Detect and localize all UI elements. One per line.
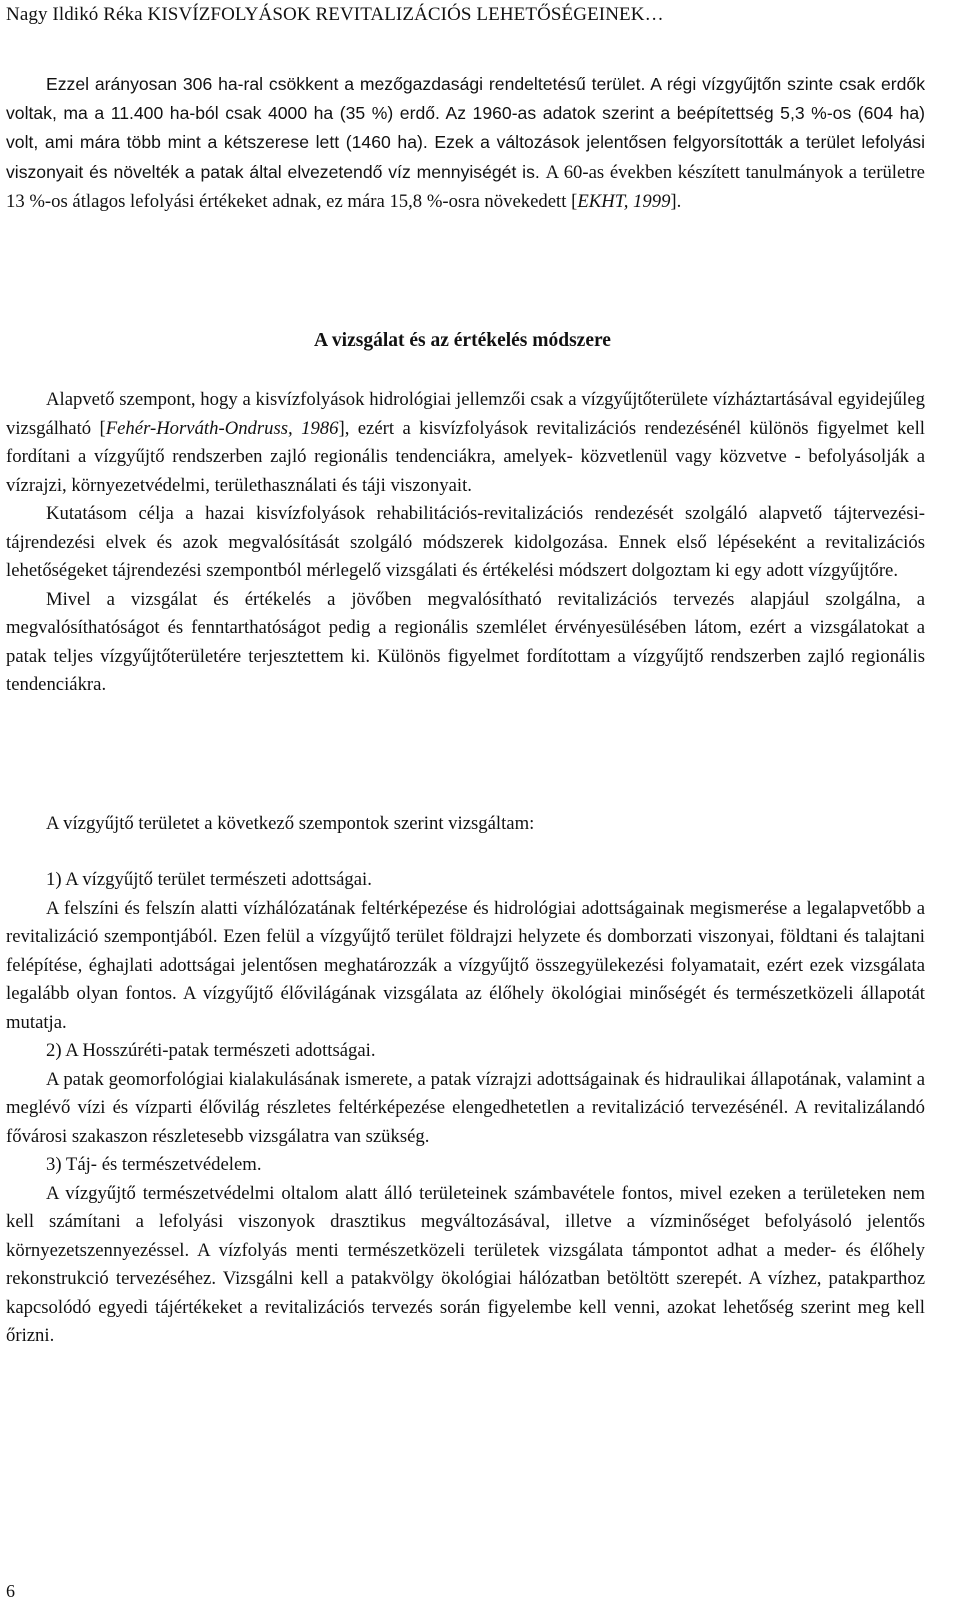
list-item-body: A patak geomorfológiai kialakulásának ismerete, a patak vízrajzi adottságainak és hidraulikai állapotának, valamint a meglévő vízi és vízparti élővilág részletes feltérképezése elengedhetetlen a revitalizáció tervezésénél. A revitalizálandó fővárosi szakaszon részletesebb vizsgálatra van szükség. bbox=[6, 1068, 925, 1147]
list-item-heading: 3) Táj- és természetvédelem. bbox=[46, 1154, 262, 1175]
intro-citation: EKHT, 1999 bbox=[577, 190, 671, 212]
paragraph-1 bbox=[6, 386, 925, 500]
page-number: 6 bbox=[6, 1581, 15, 1601]
intro-text-3: ]. bbox=[670, 190, 682, 212]
intro-text: Ezzel arányosan 306 ha-ral csökkent a mezőgazdasági rendeltetésű terület. A régi vízgyűjtőn szinte csak erdők voltak, ma a 11.400 ha-ból csak 4000 ha (35 %) erdő. Az 1960-as adatok szerint a beépítettség 5,3 %-os (604 ha) volt, ami mára több mint a kétszerese lett (1460 ha). Ezek a változások jelentősen felgyorsították a terület lefolyási viszonyait és növelték a patak által elvezetendő víz mennyiségét is. bbox=[6, 74, 925, 182]
list-item-heading: 2) A Hosszúréti-patak természeti adottságai. bbox=[46, 1040, 376, 1061]
list-item-body: A felszíni és felszín alatti vízhálózatának feltérképezése és hidrológiai adottságainak megismerése a legalapvetőbb a revitalizáció szempontjából. Ezen felül a vízgyűjtő terület földrajzi helyzete és domborzati viszonyai, földtani és talajtani felépítése, éghajlati adottságai jelentősen meghatározzák a vízgyűjtő összegyülekezési folyamatait, ezért ezek vizsgálata legalább olyan fontos. A vízgyűjtő élővilágának vizsgálata az élőhely ökológiai minőségét és természetközeli állapotát mutatja. bbox=[6, 897, 925, 1033]
running-header: Nagy Ildikó Réka KISVÍZFOLYÁSOK REVITALIZÁCIÓS LEHETŐSÉGEINEK… bbox=[6, 4, 664, 25]
list-item-text bbox=[6, 895, 925, 1038]
list-item-body: A vízgyűjtő természetvédelmi oltalom alatt álló területeinek számbavétele fontos, mivel ezeken a területeken nem kell számítani a lefolyási viszonyok drasztikus megváltozásával, illetve a vízminőséget befolyásoló jelentős környezetszennyezéssel. A vízfolyás menti természetközeli területek vizsgálata támpontot adhat a meder- és élőhely rekonstrukció tervezéséhez. Vizsgálni kell a patakvölgy ökológiai hálózatban betöltött szerepét. A vízhez, patakparthoz kapcsolódó egyedi tájértékeket a revitalizációs tervezés során figyelembe kell venni, azokat lehetőség szerint meg kell őrizni. bbox=[6, 1182, 925, 1346]
list-item-heading: 1) A vízgyűjtő terület természeti adottságai. bbox=[46, 869, 372, 890]
list-item bbox=[6, 1151, 925, 1351]
paragraph-2 bbox=[6, 500, 925, 586]
list-item bbox=[6, 866, 925, 1037]
paragraph-2-text: Kutatásom célja a hazai kisvízfolyások rehabilitációs-revitalizációs rendezését szolgáló alapvető tájtervezési-tájrendezési elvek és azok megvalósítását szolgáló módszerek kidolgozása. Ennek első lépéseként a revitalizációs lehetőségeket tájrendezési szempontból mérlegelő vizsgálati és értékelési módszert dolgoztam ki egy adott vízgyűjtőre. bbox=[6, 503, 925, 581]
method-paragraphs bbox=[6, 386, 925, 700]
paragraph-1-text: Alapvető szempont, hogy a kisvízfolyások hidrológiai jellemzői csak a vízgyűjtőterülete vízháztartásával egyidejűleg vizsgálható [ bbox=[6, 389, 925, 439]
criteria-list bbox=[6, 866, 925, 1351]
paragraph-1-text-2: ], ezért a kisvízfolyások revitalizációs rendezésénél különös figyelmet kell fordítani a vízgyűjtő rendszerben zajló regionális tendenciákra, amelyek- közvetlenül vagy közvetve - befolyásolják a vízrajzi, környezetvédelmi, területhasználati és táji viszonyait. bbox=[6, 417, 925, 496]
list-item bbox=[6, 1037, 925, 1151]
list-intro: A vízgyűjtő területet a következő szempontok szerint vizsgáltam: bbox=[46, 813, 535, 834]
list-item-text bbox=[6, 1180, 925, 1351]
intro-paragraph bbox=[6, 70, 925, 216]
intro-text-2: A 60-as években készített tanulmányok a területre 13 %-os átlagos lefolyási értékeket adnak, ez mára 15,8 %-osra növekedett [ bbox=[6, 161, 925, 212]
paragraph-3-text: Mivel a vizsgálat és értékelés a jövőben megvalósítható revitalizációs tervezés alapjául szolgálna, a megvalósíthatóságot és fenntarthatóságot pedig a regionális szemlélet érvényesülésében látom, ezért a vizsgálatokat a patak teljes vízgyűjtőterületére terjesztettem ki. Különös figyelmet fordítottam a vízgyűjtő rendszerben zajló regionális tendenciákra. bbox=[6, 588, 925, 695]
section-title: A vizsgálat és az értékelés módszere bbox=[314, 330, 611, 351]
paragraph-1-citation: Fehér-Horváth-Ondruss, 1986 bbox=[105, 417, 339, 439]
paragraph-3 bbox=[6, 586, 925, 700]
list-item-text bbox=[6, 1066, 925, 1152]
